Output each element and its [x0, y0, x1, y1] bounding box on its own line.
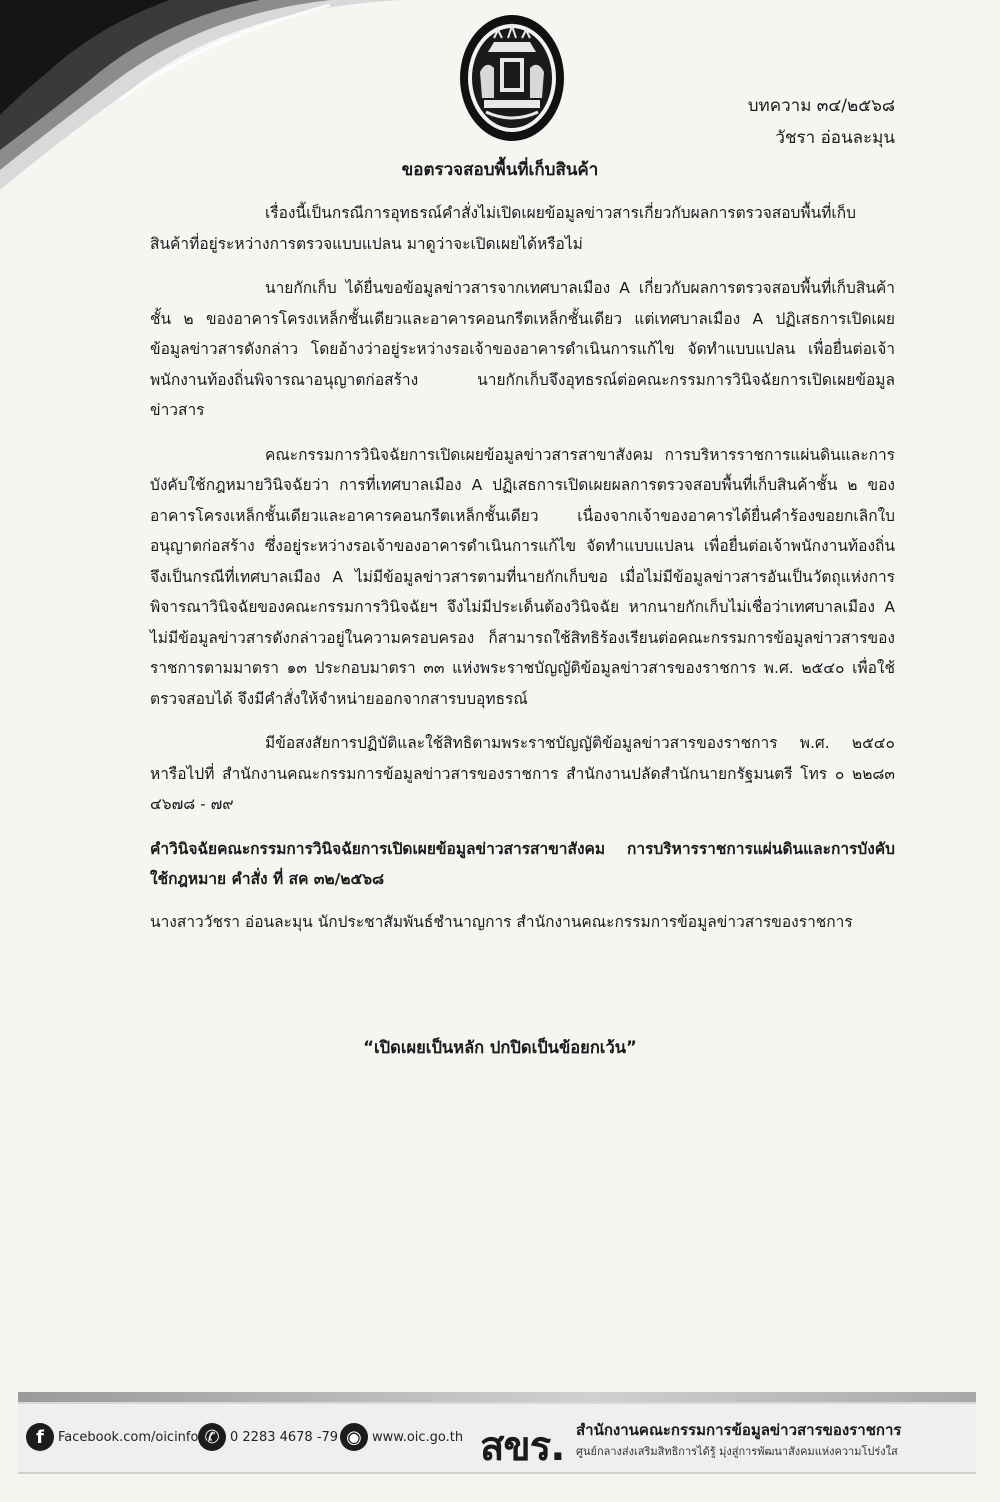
document-body [150, 198, 895, 937]
organization-name: สำนักงานคณะกรรมการข้อมูลข่าวสารของราชการ [576, 1421, 902, 1439]
government-emblem [458, 12, 566, 144]
oic-logo: สขร. [480, 1424, 565, 1470]
facebook-icon: f [26, 1423, 54, 1451]
footer-facebook[interactable] [26, 1422, 198, 1452]
footer-phone[interactable] [198, 1422, 338, 1452]
globe-icon: ◉ [340, 1423, 368, 1451]
author-line: นางสาววัชรา อ่อนละมุน นักประชาสัมพันธ์ชำนาญการ สำนักงานคณะกรรมการข้อมูลข่าวสารของราชการ [150, 912, 853, 931]
ruling-reference: คำวินิจฉัยคณะกรรมการวินิจฉัยการเปิดเผยข้อมูลข่าวสารสาขาสังคม การบริหารราชการแผ่นดินและการบังคับใช้กฎหมาย คำสั่ง ที่ สค ๓๒/๒๕๖๘ [150, 839, 895, 888]
paragraph-decision: คณะกรรมการวินิจฉัยการเปิดเผยข้อมูลข่าวสารสาขาสังคม การบริหารราชการแผ่นดินและการบังคับใช้กฎหมายวินิจฉัยว่า การที่เทศบาลเมือง A ปฏิเสธการเปิดเผยผลการตรวจสอบพื้นที่เก็บสินค้าชั้น ๒ ของอาคารโครงเหล็กชั้นเดียวและอาคารคอนกรีตเหล็กชั้นเดียว เนื่องจากเจ้าของอาคารได้ยื่นคำร้องขอยกเลิกใบอนุญาตก่อสร้าง ซึ่งอยู่ระหว่างรอเจ้าของอาคารดำเนินการแก้ไข จัดทำแบบแปลน เพื่อยื่นต่อเจ้าพนักงานท้องถิ่น จึงเป็นกรณีที่เทศบาลเมือง A ไม่มีข้อมูลข่าวสารตามที่นายกักเก็บขอ เมื่อไม่มีข้อมูลข่าวสารอันเป็นวัตถุแห่งการพิจารณาวินิจฉัยของคณะกรรมการวินิจฉัยฯ จึงไม่มีประเด็นต้องวินิจฉัย หากนายกักเก็บไม่เชื่อว่าเทศบาลเมือง A ไม่มีข้อมูลข่าวสารดังกล่าวอยู่ในความครอบครอง ก็สามารถใช้สิทธิร้องเรียนต่อคณะกรรมการข้อมูลข่าวสารของราชการตามมาตรา ๑๓ ประกอบมาตรา ๓๓ แห่งพระราชบัญญัติข้อมูลข่าวสารของราชการ พ.ศ. ๒๕๔๐ เพื่อใช้ตรวจสอบได้ จึงมีคำสั่งให้จำหน่ายออกจากสารบบอุทธรณ์ [150, 445, 895, 708]
paragraph-contact: มีข้อสงสัยการปฏิบัติและใช้สิทธิตามพระราชบัญญัติข้อมูลข่าวสารของราชการ พ.ศ. ๒๕๔๐ หารือไปที่ สำนักงานคณะกรรมการข้อมูลข่าวสารของราชการ สำนักงานปลัดสำนักนายกรัฐมนตรี โทร ๐ ๒๒๘๓ ๔๖๗๘ - ๗๙ [150, 734, 895, 813]
document-title: ขอตรวจสอบพื้นที่เก็บสินค้า [401, 160, 599, 180]
footer-website[interactable] [340, 1422, 463, 1452]
facebook-text: Facebook.com/oicinfo [58, 1429, 199, 1445]
footer-divider [18, 1392, 976, 1402]
article-number: บทความ ๓๔/๒๕๖๘ [747, 96, 895, 116]
paragraph-intro: เรื่องนี้เป็นกรณีการอุทธรณ์คำสั่งไม่เปิดเผยข้อมูลข่าวสารเกี่ยวกับผลการตรวจสอบพื้นที่เก็บสินค้าที่อยู่ระหว่างการตรวจแบบแปลน มาดูว่าจะเปิดเผยได้หรือไม่ [150, 204, 856, 253]
footer [18, 1392, 976, 1474]
motto: “เปิดเผยเป็นหลัก ปกปิดเป็นข้อยกเว้น” [363, 1038, 637, 1057]
phone-text: 0 2283 4678 -79 [230, 1429, 339, 1445]
website-text: www.oic.go.th [372, 1429, 464, 1445]
article-meta [748, 90, 895, 154]
organization-tagline: ศูนย์กลางส่งเสริมสิทธิการได้รู้ มุ่งสู่การพัฒนาสังคมแห่งความโปร่งใส [576, 1445, 898, 1458]
phone-icon: ✆ [198, 1423, 226, 1451]
article-author: วัชรา อ่อนละมุน [775, 128, 895, 148]
paragraph-request: นายกักเก็บ ได้ยื่นขอข้อมูลข่าวสารจากเทศบาลเมือง A เกี่ยวกับผลการตรวจสอบพื้นที่เก็บสินค้าชั้น ๒ ของอาคารโครงเหล็กชั้นเดียวและอาคารคอนกรีตเหล็กชั้นเดียว แต่เทศบาลเมือง A ปฏิเสธการเปิดเผยข้อมูลข่าวสารดังกล่าว โดยอ้างว่าอยู่ระหว่างรอเจ้าของอาคารดำเนินการแก้ไข จัดทำแบบแปลน เพื่อยื่นต่อเจ้าพนักงานท้องถิ่นพิจารณาอนุญาตก่อสร้าง นายกักเก็บจึงอุทธรณ์ต่อคณะกรรมการวินิจฉัยการเปิดเผยข้อมูลข่าวสาร [150, 279, 895, 419]
